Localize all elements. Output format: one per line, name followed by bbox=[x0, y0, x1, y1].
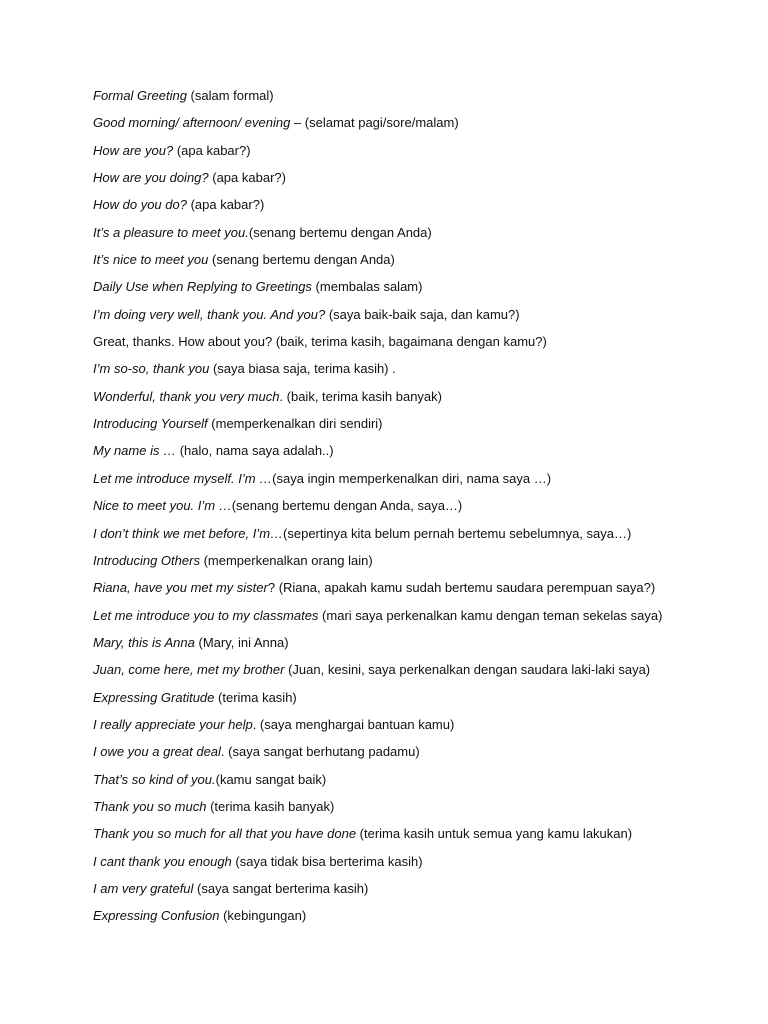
indonesian-translation: (terima kasih) bbox=[214, 689, 297, 705]
phrase-line bbox=[93, 114, 753, 141]
phrase-line bbox=[93, 415, 753, 442]
phrase-line bbox=[93, 579, 753, 606]
indonesian-translation: (Mary, ini Anna) bbox=[194, 634, 289, 650]
english-phrase: It’s a pleasure to meet you. bbox=[93, 224, 249, 240]
english-phrase: My name is … bbox=[93, 443, 177, 459]
indonesian-translation: (memperkenalkan diri sendiri) bbox=[207, 416, 383, 432]
indonesian-translation: ? (Riana, apakah kamu sudah bertemu saudara perempuan saya?) bbox=[267, 580, 656, 596]
english-phrase: Juan, come here, met my brother bbox=[93, 662, 285, 678]
phrase-line bbox=[93, 169, 753, 196]
english-phrase: Thank you so much for all that you have done bbox=[93, 826, 357, 842]
english-phrase: Riana, have you met my sister bbox=[93, 580, 268, 596]
indonesian-translation: (mari saya perkenalkan kamu dengan teman sekelas saya) bbox=[318, 607, 663, 623]
english-phrase: I’m so-so, thank you bbox=[93, 361, 210, 377]
phrase-line bbox=[93, 552, 753, 579]
phrase-line bbox=[93, 388, 753, 415]
indonesian-translation: (saya ingin memperkenalkan diri, nama saya …) bbox=[272, 470, 552, 486]
indonesian-translation: (salam formal) bbox=[186, 88, 274, 103]
english-phrase: I really appreciate your help bbox=[93, 716, 253, 732]
english-phrase: I cant thank you enough bbox=[93, 853, 232, 869]
indonesian-translation: (senang bertemu dengan Anda) bbox=[248, 224, 432, 240]
indonesian-translation: (kebingungan) bbox=[219, 908, 307, 924]
indonesian-translation: (halo, nama saya adalah..) bbox=[176, 443, 334, 459]
english-phrase: I don’t think we met before, I’m… bbox=[93, 525, 284, 541]
english-phrase: It’s nice to meet you bbox=[93, 252, 209, 268]
indonesian-translation: . (saya sangat berhutang padamu) bbox=[220, 744, 420, 760]
english-phrase: How are you doing? bbox=[93, 170, 209, 186]
indonesian-translation: . (baik, terima kasih banyak) bbox=[279, 388, 442, 404]
indonesian-translation: (saya tidak bisa berterima kasih) bbox=[231, 853, 423, 869]
english-phrase: How are you? bbox=[93, 142, 174, 158]
indonesian-translation: (senang bertemu dengan Anda, saya…) bbox=[231, 498, 463, 514]
indonesian-translation: – (selamat pagi/sore/malam) bbox=[290, 115, 459, 131]
phrase-line bbox=[93, 196, 753, 223]
indonesian-translation: (kamu sangat baik) bbox=[215, 771, 327, 787]
indonesian-translation: (Juan, kesini, saya perkenalkan dengan saudara laki-laki saya) bbox=[284, 662, 651, 678]
phrase-line bbox=[93, 142, 753, 169]
indonesian-translation: (memperkenalkan orang lain) bbox=[199, 552, 373, 568]
phrase-line bbox=[93, 880, 753, 907]
english-phrase: Daily Use when Replying to Greetings bbox=[93, 279, 312, 295]
phrase-line bbox=[93, 497, 753, 524]
phrase-line bbox=[93, 661, 753, 688]
phrase-line bbox=[93, 442, 753, 469]
english-phrase: Let me introduce myself. I’m … bbox=[93, 470, 273, 486]
indonesian-translation: (terima kasih banyak) bbox=[206, 798, 335, 814]
indonesian-translation: (saya biasa saja, terima kasih) . bbox=[209, 361, 396, 377]
phrase-line bbox=[93, 251, 753, 278]
phrase-line bbox=[93, 825, 753, 852]
phrase-line bbox=[93, 470, 753, 497]
document-page bbox=[93, 87, 753, 935]
indonesian-translation: (apa kabar?) bbox=[173, 142, 251, 158]
english-phrase: I’m doing very well, thank you. And you? bbox=[93, 306, 326, 322]
english-phrase: Thank you so much bbox=[93, 798, 207, 814]
english-phrase: Wonderful, thank you very much bbox=[93, 388, 280, 404]
phrase-line bbox=[93, 634, 753, 661]
english-phrase: I am very grateful bbox=[93, 880, 194, 896]
phrase-line bbox=[93, 771, 753, 798]
english-phrase: Mary, this is Anna bbox=[93, 634, 195, 650]
english-phrase: How do you do? bbox=[93, 197, 187, 213]
indonesian-translation: (apa kabar?) bbox=[186, 197, 265, 213]
english-phrase: I owe you a great deal bbox=[93, 744, 221, 760]
english-phrase: Introducing Yourself bbox=[93, 416, 208, 432]
phrase-line bbox=[93, 607, 753, 634]
indonesian-translation: (apa kabar?) bbox=[208, 170, 286, 186]
phrase-line bbox=[93, 87, 753, 114]
indonesian-translation: (senang bertemu dengan Anda) bbox=[208, 252, 395, 268]
english-phrase: Expressing Gratitude bbox=[93, 689, 215, 705]
phrase-line bbox=[93, 716, 753, 743]
phrase-line bbox=[93, 360, 753, 387]
phrase-line bbox=[93, 853, 753, 880]
indonesian-translation: (terima kasih untuk semua yang kamu lakukan) bbox=[356, 826, 633, 842]
phrase-line bbox=[93, 306, 753, 333]
indonesian-translation: . (saya menghargai bantuan kamu) bbox=[252, 716, 455, 732]
phrase-line bbox=[93, 689, 753, 716]
phrase-line bbox=[93, 333, 753, 360]
indonesian-translation: (membalas salam) bbox=[311, 279, 423, 295]
phrase-line bbox=[93, 278, 753, 305]
indonesian-translation: Great, thanks. How about you? (baik, terima kasih, bagaimana dengan kamu?) bbox=[93, 334, 547, 350]
phrase-line bbox=[93, 525, 753, 552]
english-phrase: Good morning/ afternoon/ evening bbox=[93, 115, 291, 131]
indonesian-translation: (sepertinya kita belum pernah bertemu sebelumnya, saya…) bbox=[283, 525, 632, 541]
phrase-line bbox=[93, 907, 753, 934]
english-phrase: Let me introduce you to my classmates bbox=[93, 607, 319, 623]
phrase-line bbox=[93, 798, 753, 825]
phrase-line bbox=[93, 224, 753, 251]
english-phrase: Nice to meet you. I’m … bbox=[93, 498, 232, 514]
indonesian-translation: (saya baik-baik saja, dan kamu?) bbox=[325, 306, 520, 322]
english-phrase: Expressing Confusion bbox=[93, 908, 220, 924]
indonesian-translation: (saya sangat berterima kasih) bbox=[193, 880, 369, 896]
english-phrase: Formal Greeting bbox=[93, 88, 187, 103]
english-phrase: Introducing Others bbox=[93, 552, 200, 568]
english-phrase: That’s so kind of you. bbox=[93, 771, 216, 787]
phrase-line bbox=[93, 743, 753, 770]
